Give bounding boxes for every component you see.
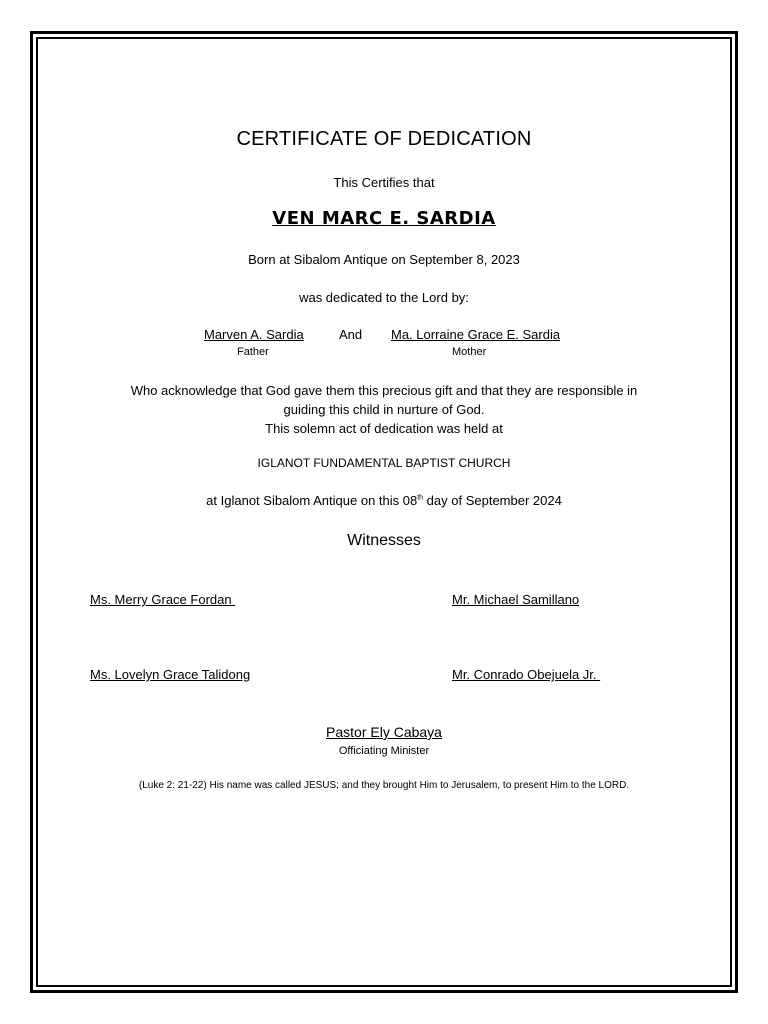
mother-name: Ma. Lorraine Grace E. Sardia — [391, 327, 561, 342]
witness-2: Mr. Michael Samillano — [452, 592, 580, 607]
dedication-date-ordinal: th — [417, 494, 424, 502]
acknowledgement-text — [0, 381, 768, 438]
mother-label: Mother — [452, 346, 487, 358]
acknowledgement-line-2: guiding this child in nurture of God. — [283, 402, 485, 417]
child-name: VEN MARC E. SARDIA — [272, 208, 496, 229]
acknowledgement-line-1: Who acknowledge that God gave them this precious gift and that they are responsible in — [130, 383, 638, 398]
father-label: Father — [237, 346, 269, 358]
dedication-date — [0, 493, 768, 508]
pastor-name: Pastor Ely Cabaya — [326, 724, 442, 740]
birth-info: Born at Sibalom Antique on September 8, 2023 — [248, 252, 520, 267]
pastor-role: Officiating Minister — [338, 745, 430, 757]
dedicated-by-text: was dedicated to the Lord by: — [299, 290, 469, 305]
witnesses-heading: Witnesses — [347, 532, 421, 549]
dedication-date-suffix: day of September 2024 — [423, 493, 562, 508]
and-text: And — [339, 327, 363, 342]
father-name: Marven A. Sardia — [204, 327, 304, 342]
certifies-text: This Certifies that — [333, 175, 435, 190]
bible-verse: (Luke 2: 21-22) His name was called JESUS; and they brought Him to Jerusalem, to present Him to the LORD. — [138, 780, 630, 791]
church-name: IGLANOT FUNDAMENTAL BAPTIST CHURCH — [257, 456, 511, 470]
witness-4: Mr. Conrado Obejuela Jr. — [452, 667, 601, 682]
dedication-date-prefix: at Iglanot Sibalom Antique on this 08 — [206, 493, 418, 508]
certificate-title: CERTIFICATE OF DEDICATION — [236, 128, 532, 150]
witness-3: Ms. Lovelyn Grace Talidong — [90, 667, 251, 682]
acknowledgement-line-3: This solemn act of dedication was held at — [265, 421, 503, 436]
witness-1: Ms. Merry Grace Fordan — [90, 592, 236, 607]
